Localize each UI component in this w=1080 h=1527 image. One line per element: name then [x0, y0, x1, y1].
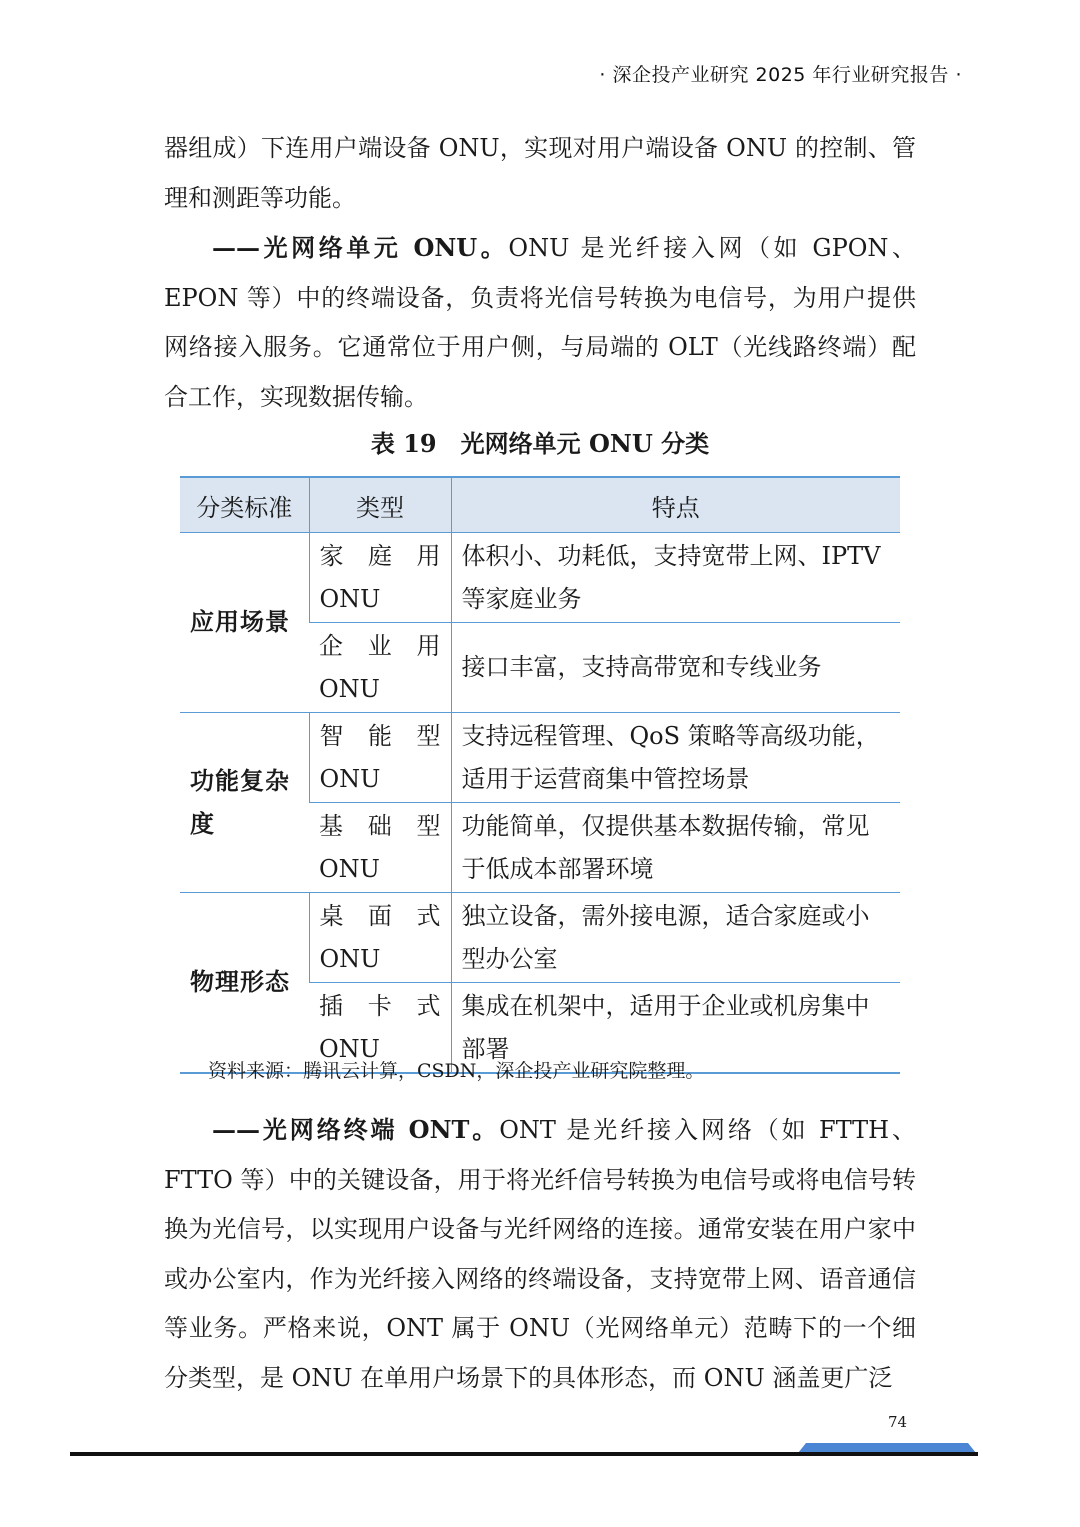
ont-heading: ——光网络终端 ONT。 [212, 1115, 500, 1144]
table-row [180, 533, 900, 623]
table-title: 光网络单元 ONU 分类 [460, 429, 710, 458]
report-header: · 深企投产业研究 2025 年行业研究报告 · [599, 64, 962, 86]
footer-rule [70, 1452, 978, 1456]
feature-cell: 功能简单，仅提供基本数据传输，常见于低成本部署环境 [451, 803, 900, 893]
onu-description: ONU 是光纤接入网（如 GPON、EPON 等）中的终端设备，负责将光信号转换为电信号，为用户提供网络接入服务。它通常位于用户侧，与局端的 OLT（光线路终端）配合工作，实现数据传输。 [164, 234, 916, 411]
header-feature: 特点 [451, 477, 900, 533]
ont-description: ONT 是光纤接入网络（如 FTTH、FTTO 等）中的关键设备，用于将光纤信号转换为电信号或将电信号转换为光信号，以实现用户设备与光纤网络的连接。通常安装在用户家中或办公室内，作为光纤接入网络的终端设备，支持宽带上网、语音通信等业务。严格来说，ONT 属于 ONU（光网络单元）范畴下的一个细分类型，是 ONU 在单用户场景下的具体形态，而 ONU 涵盖更广泛 [164, 1116, 917, 1392]
feature-cell: 体积小、功耗低，支持宽带上网、IPTV 等家庭业务 [451, 533, 900, 623]
page-number: 74 [888, 1413, 908, 1431]
type-cell: 桌面式 ONU [309, 893, 451, 983]
feature-cell: 接口丰富，支持高带宽和专线业务 [451, 623, 900, 713]
category-cell: 物理形态 [180, 893, 309, 1074]
table-source-note: 资料来源：腾讯云计算，CSDN，深企投产业研究院整理。 [208, 1060, 705, 1082]
type-cell: 插卡式 ONU [309, 983, 451, 1074]
feature-cell: 支持远程管理、QoS 策略等高级功能，适用于运营商集中管控场景 [451, 713, 900, 803]
table-number: 表 19 [370, 429, 437, 458]
paragraph-olt-continuation: 器组成）下连用户端设备 ONU，实现对用户端设备 ONU 的控制、管理和测距等功能。 [164, 134, 916, 212]
onu-classification-table [180, 476, 900, 1074]
table-row [180, 893, 900, 983]
table-caption [0, 424, 1080, 459]
table-row [180, 713, 900, 803]
paragraph-ont [164, 1105, 916, 1403]
header-type: 类型 [309, 477, 451, 533]
type-cell: 家庭用 ONU [309, 533, 451, 623]
onu-heading: ——光网络单元 ONU。 [212, 233, 509, 262]
feature-cell: 集成在机架中，适用于企业或机房集中部署 [451, 983, 900, 1074]
type-cell: 智能型 ONU [309, 713, 451, 803]
paragraph-onu [164, 223, 916, 422]
header-category: 分类标准 [180, 477, 309, 533]
category-cell: 应用场景 [180, 533, 309, 713]
table-header-row [180, 477, 900, 533]
category-cell: 功能复杂度 [180, 713, 309, 893]
type-cell: 基础型 ONU [309, 803, 451, 893]
type-cell: 企业用 ONU [309, 623, 451, 713]
feature-cell: 独立设备，需外接电源，适合家庭或小型办公室 [451, 893, 900, 983]
